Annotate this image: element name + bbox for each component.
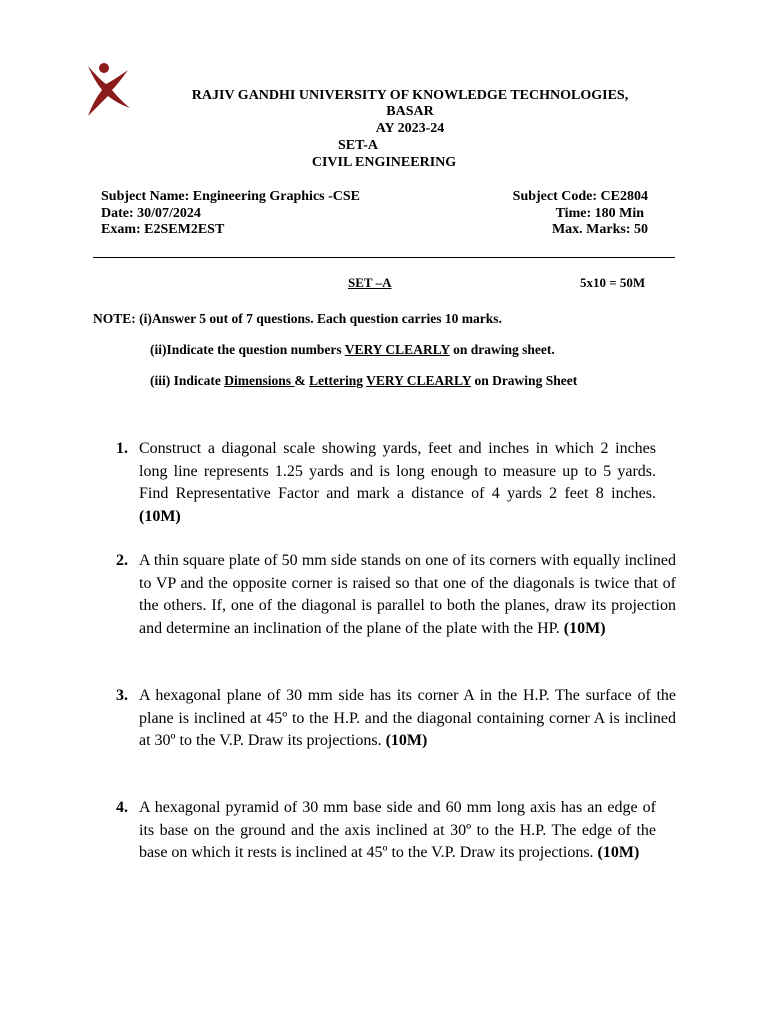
- question-number: 4.: [116, 799, 128, 816]
- department: CIVIL ENGINEERING: [311, 155, 457, 170]
- question-marks: (10M): [597, 844, 640, 861]
- subject-name: Subject Name: Engineering Graphics -CSE: [101, 189, 360, 204]
- total-marks: 5x10 = 50M: [580, 275, 646, 290]
- note-1: NOTE: (i)Answer 5 out of 7 questions. Each question carries 10 marks.: [93, 311, 502, 326]
- question-2: [116, 550, 676, 640]
- question-text: [139, 797, 656, 865]
- note-3-lettering: Lettering: [309, 373, 363, 388]
- university-name: RAJIV GANDHI UNIVERSITY OF KNOWLEDGE TECHNOLOGIES,: [191, 88, 629, 103]
- question-body: Construct a diagonal scale showing yards, feet and inches in which 2 inches long line represents 1.25 yards and is long enough to measure up to 5 yards. Find Representative Factor and mark a distance of 4 yards 2 feet 8 inches.: [139, 440, 656, 502]
- subject-code: Subject Code: CE2804: [512, 189, 648, 204]
- question-body: A hexagonal plane of 30 mm side has its corner A in the H.P. The surface of the plane is inclined at 45º to the H.P. and the diagonal containing corner A is inclined at 30º to the V.P. Draw its projections.: [139, 687, 676, 749]
- note-3-dimensions: Dimensions: [224, 373, 295, 388]
- max-marks: Max. Marks: 50: [551, 222, 648, 237]
- question-text: [139, 550, 676, 640]
- question-3: [116, 685, 676, 753]
- set-label: SET-A: [338, 138, 378, 153]
- question-1: [116, 438, 656, 528]
- question-body: A thin square plate of 50 mm side stands on one of its corners with equally inclined to VP and the opposite corner is raised so that one of the diagonals is twice that of the others. If, one of the diagonal is parallel to both the planes, draw its projection and determine an inclination of the plane of the plate with the HP.: [139, 552, 676, 637]
- question-number: 3.: [116, 687, 128, 704]
- question-body: A hexagonal pyramid of 30 mm base side and 60 mm long axis has an edge of its base on the ground and the axis inclined at 30º to the H.P. The edge of the base on which it rests is inclined at 45º to the V.P. Draw its projections.: [139, 799, 656, 861]
- exam-info-right: [513, 189, 648, 239]
- note-3: [150, 373, 577, 389]
- question-text: [139, 438, 656, 528]
- note-2: [150, 342, 555, 358]
- divider: [93, 257, 675, 258]
- question-marks: (10M): [139, 507, 181, 525]
- question-marks: (10M): [563, 619, 606, 637]
- note-3-text: (iii) Indicate: [150, 373, 225, 388]
- note-2-text-end: on drawing sheet.: [449, 342, 555, 357]
- question-number: 1.: [116, 440, 128, 457]
- note-2-text: (ii)Indicate the question numbers: [150, 342, 345, 357]
- note-2-emphasis: VERY CLEARLY: [344, 342, 450, 357]
- exam-time: Time: 180 Min: [555, 205, 644, 221]
- exam-code: Exam: E2SEM2EST: [101, 222, 225, 237]
- question-marks: (10M): [385, 732, 428, 749]
- exam-date: Date: 30/07/2024: [101, 205, 201, 221]
- set-heading: SET –A: [348, 275, 392, 290]
- question-text: [139, 685, 676, 753]
- note-3-text-end: on Drawing Sheet: [471, 373, 578, 388]
- academic-year: AY 2023-24: [375, 121, 445, 136]
- note-3-amp: &: [294, 373, 310, 388]
- exam-info-left: [101, 189, 360, 239]
- question-number: 2.: [116, 552, 128, 569]
- question-4: [116, 797, 656, 865]
- note-3-emphasis: VERY CLEARLY: [366, 373, 472, 388]
- university-city: BASAR: [386, 104, 434, 119]
